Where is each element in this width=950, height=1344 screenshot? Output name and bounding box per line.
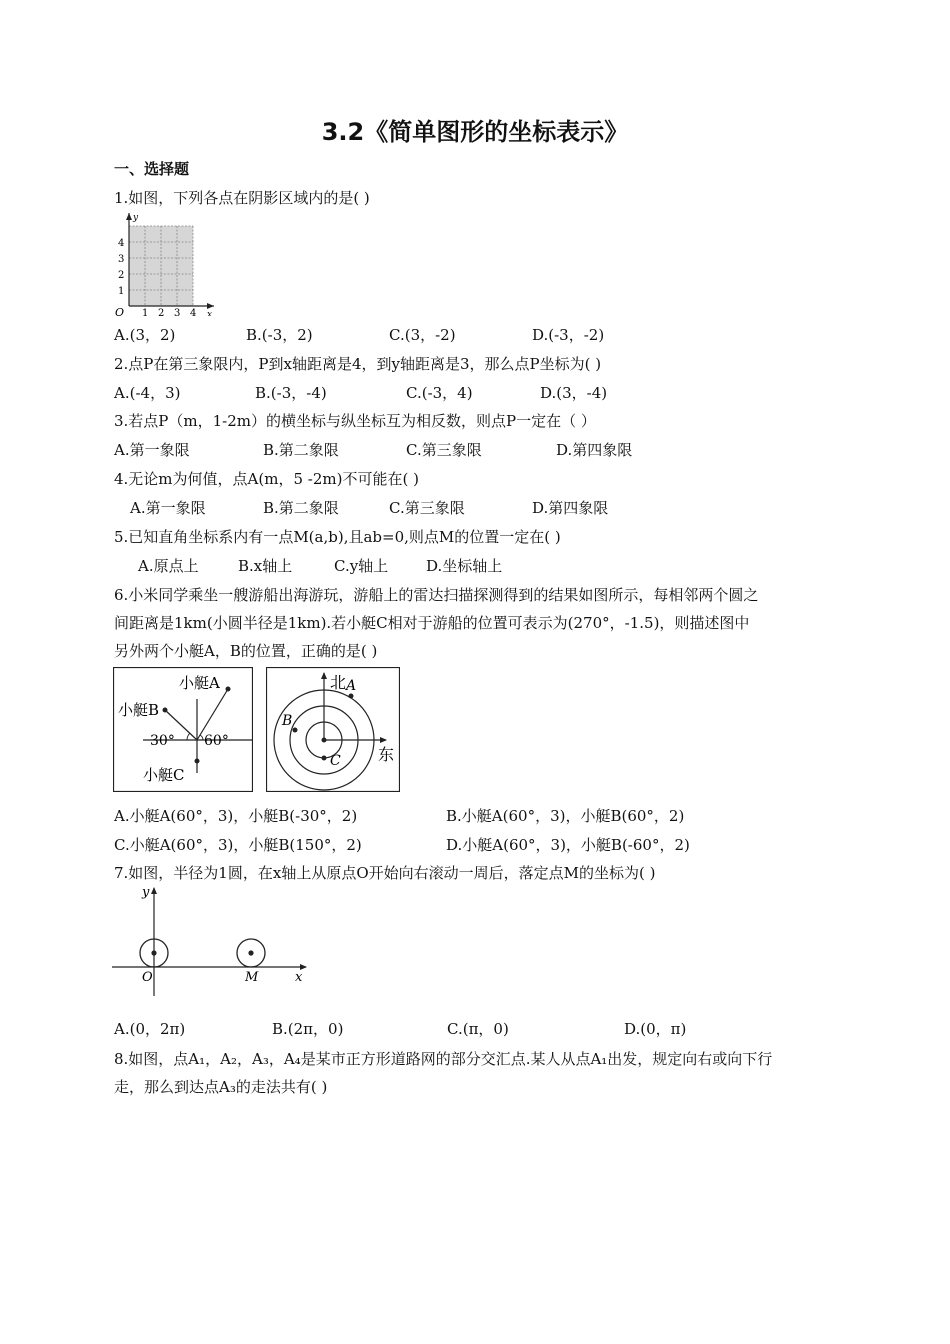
q7-option-d: D.(0，π) — [624, 1020, 687, 1038]
y-tick-label: 2 — [118, 270, 125, 281]
boat-b-point — [163, 708, 168, 713]
origin-label: O — [142, 970, 153, 985]
point-m-label: M — [245, 970, 259, 985]
q1-option-b: B.(-3，2) — [246, 326, 313, 344]
radar-point-a — [349, 694, 354, 699]
angle-60-label: 60° — [204, 733, 229, 749]
x-tick-label: 3 — [174, 308, 181, 316]
q2-option-b: B.(-3，-4) — [255, 384, 327, 402]
q5-option-d: D.坐标轴上 — [426, 557, 503, 575]
q6-option-c: C.小艇A(60°，3)，小艇B(150°，2) — [114, 836, 362, 854]
q2-option-a: A.(-4，3) — [114, 384, 181, 402]
q4-option-c: C.第三象限 — [389, 499, 465, 517]
q1-option-d: D.(-3，-2) — [532, 326, 605, 344]
q2-stem: 2.点P在第三象限内，P到x轴距离是4，到y轴距离是3，那么点P坐标为( ) — [114, 355, 602, 373]
q5-stem: 5.已知直角坐标系内有一点M(a,b),且ab=0,则点M的位置一定在( ) — [114, 528, 561, 546]
boat-a-point — [226, 687, 231, 692]
x-tick-label: 4 — [190, 308, 197, 316]
q8-stem-line-1: 8.如图，点A₁，A₂，A₃，A₄是某市正方形道路网的部分交汇点.某人从点A₁出发，规定向右或向下行 — [114, 1050, 773, 1068]
y-tick-label: 3 — [118, 254, 125, 265]
q7-option-b: B.(2π，0) — [272, 1020, 344, 1038]
y-axis-label: y — [133, 213, 139, 223]
q2-option-d: D.(3，-4) — [540, 384, 608, 402]
q6-option-d: D.小艇A(60°，3)，小艇B(-60°，2) — [446, 836, 690, 854]
boat-a-label: 小艇A — [179, 674, 220, 692]
q7-rolling-circle-figure — [112, 884, 312, 996]
q4-option-d: D.第四象限 — [532, 499, 609, 517]
q5-option-c: C.y轴上 — [334, 557, 389, 575]
page-title: 3.2《简单图形的坐标表示》 — [321, 118, 629, 146]
q3-option-b: B.第二象限 — [263, 441, 339, 459]
q3-option-c: C.第三象限 — [406, 441, 482, 459]
circle-end-center — [248, 950, 253, 955]
origin-label: O — [115, 306, 125, 316]
x-tick-label: 2 — [158, 308, 165, 316]
x-tick-label: 1 — [142, 308, 149, 316]
q7-option-a: A.(0，2π) — [114, 1020, 186, 1038]
q6-option-b: B.小艇A(60°，3)，小艇B(60°，2) — [446, 807, 685, 825]
radar-point-b — [293, 728, 298, 733]
q2-option-c: C.(-3，4) — [406, 384, 473, 402]
q6-stem-line-3: 另外两个小艇A，B的位置，正确的是( ) — [114, 642, 378, 660]
q8-stem-line-2: 走，那么到达点A₃的走法共有( ) — [114, 1078, 328, 1096]
q1-option-c: C.(3，-2) — [389, 326, 456, 344]
q6-boat-figure — [113, 667, 253, 792]
x-axis-label: x — [207, 310, 213, 316]
section-heading: 一、选择题 — [114, 160, 190, 178]
north-label: 北 — [330, 673, 347, 692]
q6-option-a: A.小艇A(60°，3)，小艇B(-30°，2) — [114, 807, 358, 825]
x-axis-label: x — [295, 970, 303, 985]
q1-grid-figure — [112, 210, 218, 316]
y-tick-label: 1 — [118, 286, 125, 297]
q4-option-a: A.第一象限 — [130, 499, 206, 517]
y-tick-label: 4 — [118, 238, 125, 249]
q5-option-a: A.原点上 — [138, 557, 199, 575]
q3-option-a: A.第一象限 — [114, 441, 190, 459]
q4-option-b: B.第二象限 — [263, 499, 339, 517]
angle-30-label: 30° — [150, 733, 175, 749]
q5-option-b: B.x轴上 — [238, 557, 293, 575]
q7-stem: 7.如图，半径为1圆，在x轴上从原点O开始向右滚动一周后，落定点M的坐标为( ) — [114, 864, 656, 882]
q1-stem: 1.如图，下列各点在阴影区域内的是( ) — [114, 189, 370, 207]
q3-option-d: D.第四象限 — [556, 441, 633, 459]
y-axis-label: y — [142, 885, 150, 900]
q1-option-a: A.(3，2) — [114, 326, 176, 344]
boat-b-label: 小艇B — [118, 701, 160, 719]
ship-point — [322, 738, 327, 743]
q7-option-c: C.(π，0) — [447, 1020, 509, 1038]
radar-label-b: B — [282, 713, 293, 729]
radar-label-a: A — [346, 678, 357, 694]
q6-stem-line-2: 间距离是1km(小圆半径是1km).若小艇C相对于游船的位置可表示为(270°，-1.5)，则描述图中 — [114, 614, 750, 632]
q6-stem-line-1: 6.小米同学乘坐一艘游船出海游玩，游船上的雷达扫描探测得到的结果如图所示，每相邻两个圆之 — [114, 586, 759, 604]
boat-c-label: 小艇C — [143, 766, 185, 784]
q4-stem: 4.无论m为何值，点A(m，5 -2m)不可能在( ) — [114, 470, 419, 488]
radar-label-c: C — [330, 753, 341, 769]
q6-radar-figure — [266, 667, 400, 792]
radar-point-c — [322, 756, 327, 761]
q3-stem: 3.若点P（m，1-2m）的横坐标与纵坐标互为相反数，则点P一定在（ ） — [114, 412, 596, 430]
circle-start-center — [151, 950, 156, 955]
east-label: 东 — [378, 745, 395, 764]
boat-c-point — [195, 759, 200, 764]
